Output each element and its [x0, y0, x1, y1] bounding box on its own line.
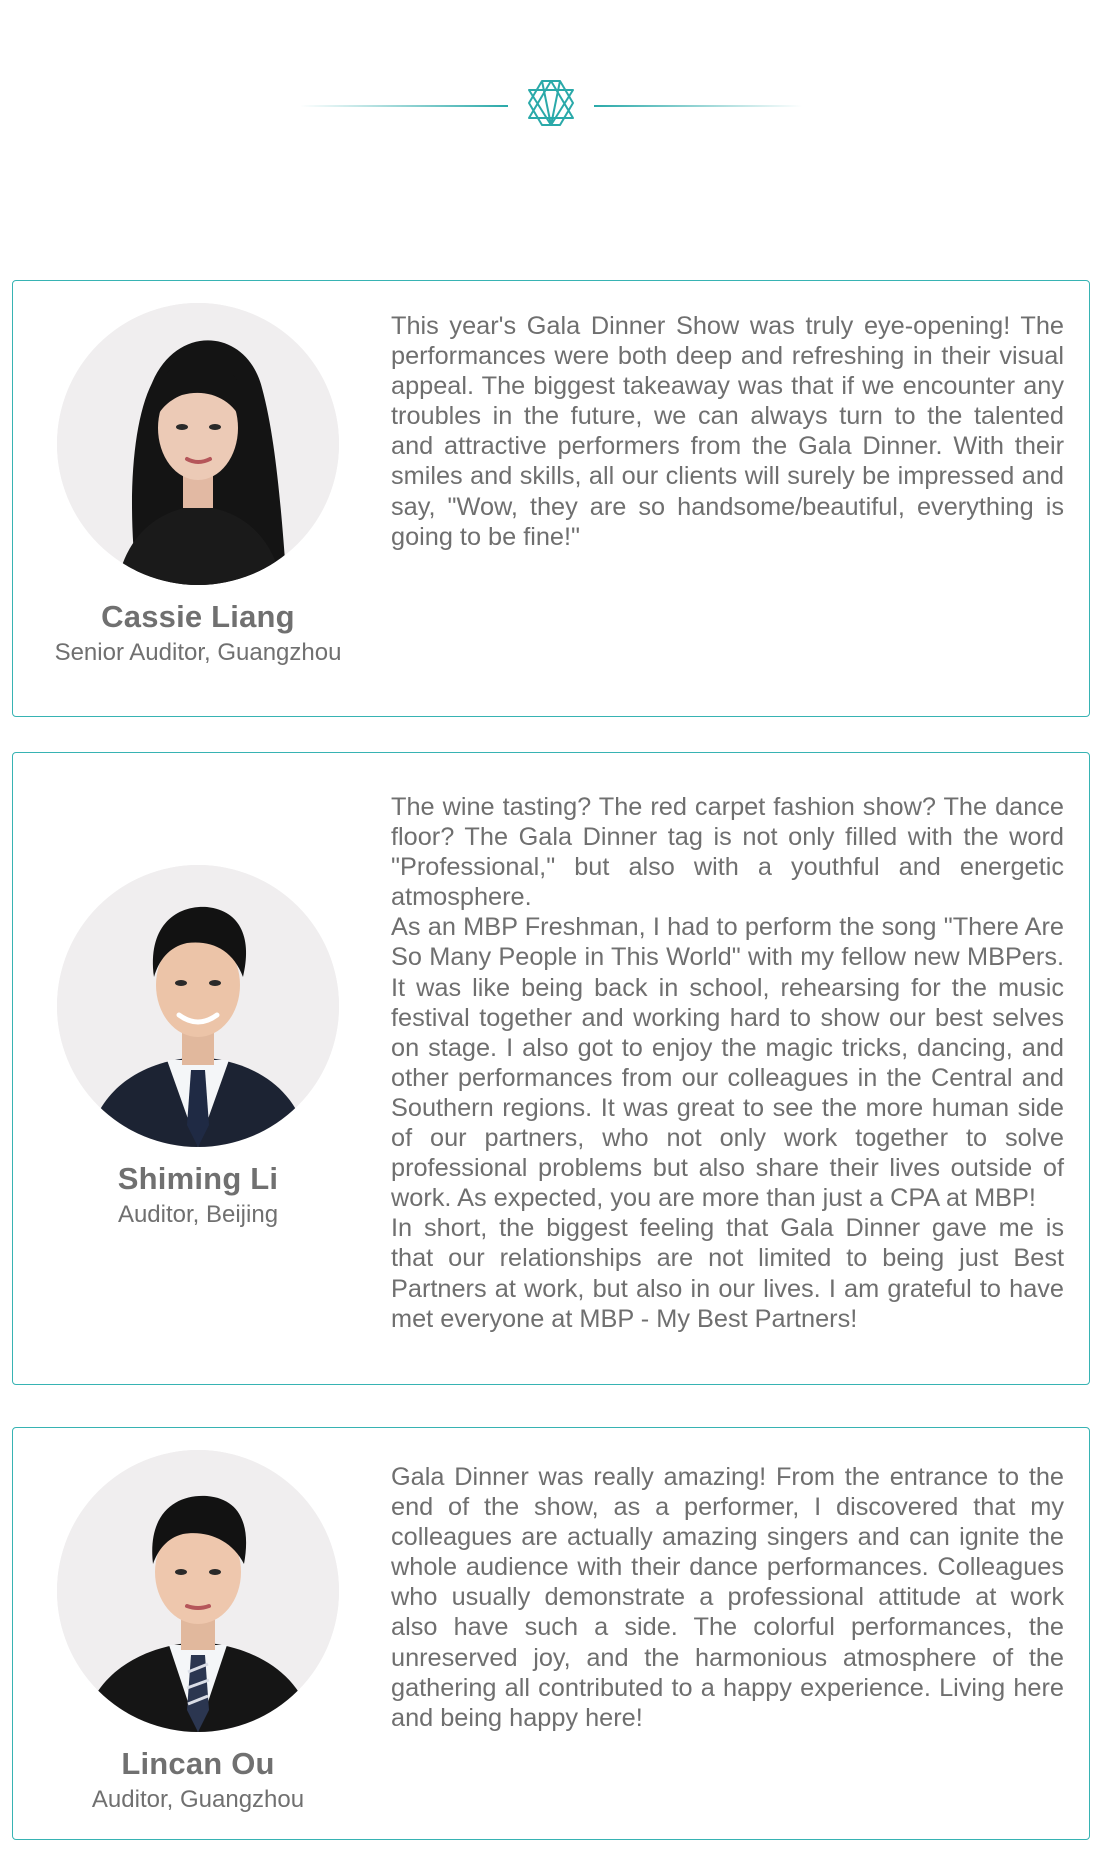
person-role: Auditor, Beijing [117, 1201, 279, 1228]
portrait-woman-icon [57, 303, 339, 585]
testimonial-card [12, 752, 1090, 1385]
testimonial-quote [391, 311, 1064, 552]
divider-line-right [594, 105, 802, 107]
divider-line-left [300, 105, 508, 107]
header-divider [0, 78, 1102, 134]
portrait-man-icon [57, 865, 339, 1147]
geometric-triangle-logo-icon [526, 78, 576, 128]
testimonial-quote [391, 1462, 1064, 1733]
quote-paragraph: As an MBP Freshman, I had to perform the song "There Are So Many People in This World" with my fellow new MBPers. It was like being back in school, rehearsing for the music festival together and working hard to show our best selves on stage. I also got to enjoy the magic tricks, dancing, and other performances from our colleagues in the Central and Southern regions. It was great to see the more human side of our partners, who not only work together to solve professional problems but also share their lives outside of work. As expected, you are more than just a CPA at MBP! [391, 913, 1064, 1213]
testimonial-card [12, 1427, 1090, 1840]
quote-paragraph: Gala Dinner was really amazing! From the entrance to the end of the show, as a performer, I discovered that my colleagues are actually amazing singers and can ignite the whole audience with their dance performances. Colleagues who usually demonstrate a professional attitude at work also have such a side. The colorful performances, the unreserved joy, and the harmonious atmosphere of the gathering all contributed to a happy experience. Living here and being happy here! [391, 1463, 1064, 1732]
person-role: Senior Auditor, Guangzhou [54, 639, 342, 666]
person-name: Lincan Ou [121, 1746, 275, 1781]
quote-paragraph: In short, the biggest feeling that Gala Dinner gave me is that our relationships are not limited to being just Best Partners at work, but also in our lives. I am grateful to have met everyone at MBP - My Best Partners! [391, 1214, 1064, 1333]
testimonial-quote [391, 792, 1064, 1334]
testimonial-card [12, 280, 1090, 717]
person-name: Cassie Liang [101, 599, 295, 634]
quote-paragraph: The wine tasting? The red carpet fashion show? The dance floor? The Gala Dinner tag is not only filled with the word "Professional," but also with a youthful and energetic atmosphere. [391, 793, 1064, 912]
person-name: Shiming Li [117, 1161, 279, 1196]
portrait-young-man-icon [57, 1450, 339, 1732]
quote-paragraph: This year's Gala Dinner Show was truly eye-opening! The performances were both deep and refreshing in their visual appeal. The biggest takeaway was that if we encounter any troubles in the future, we can always turn to the talented and attractive performers from the Gala Dinner. With their smiles and skills, all our clients will surely be impressed and say, "Wow, they are so handsome/beautiful, everything is going to be fine!" [391, 312, 1064, 551]
person-role: Auditor, Guangzhou [91, 1786, 305, 1813]
